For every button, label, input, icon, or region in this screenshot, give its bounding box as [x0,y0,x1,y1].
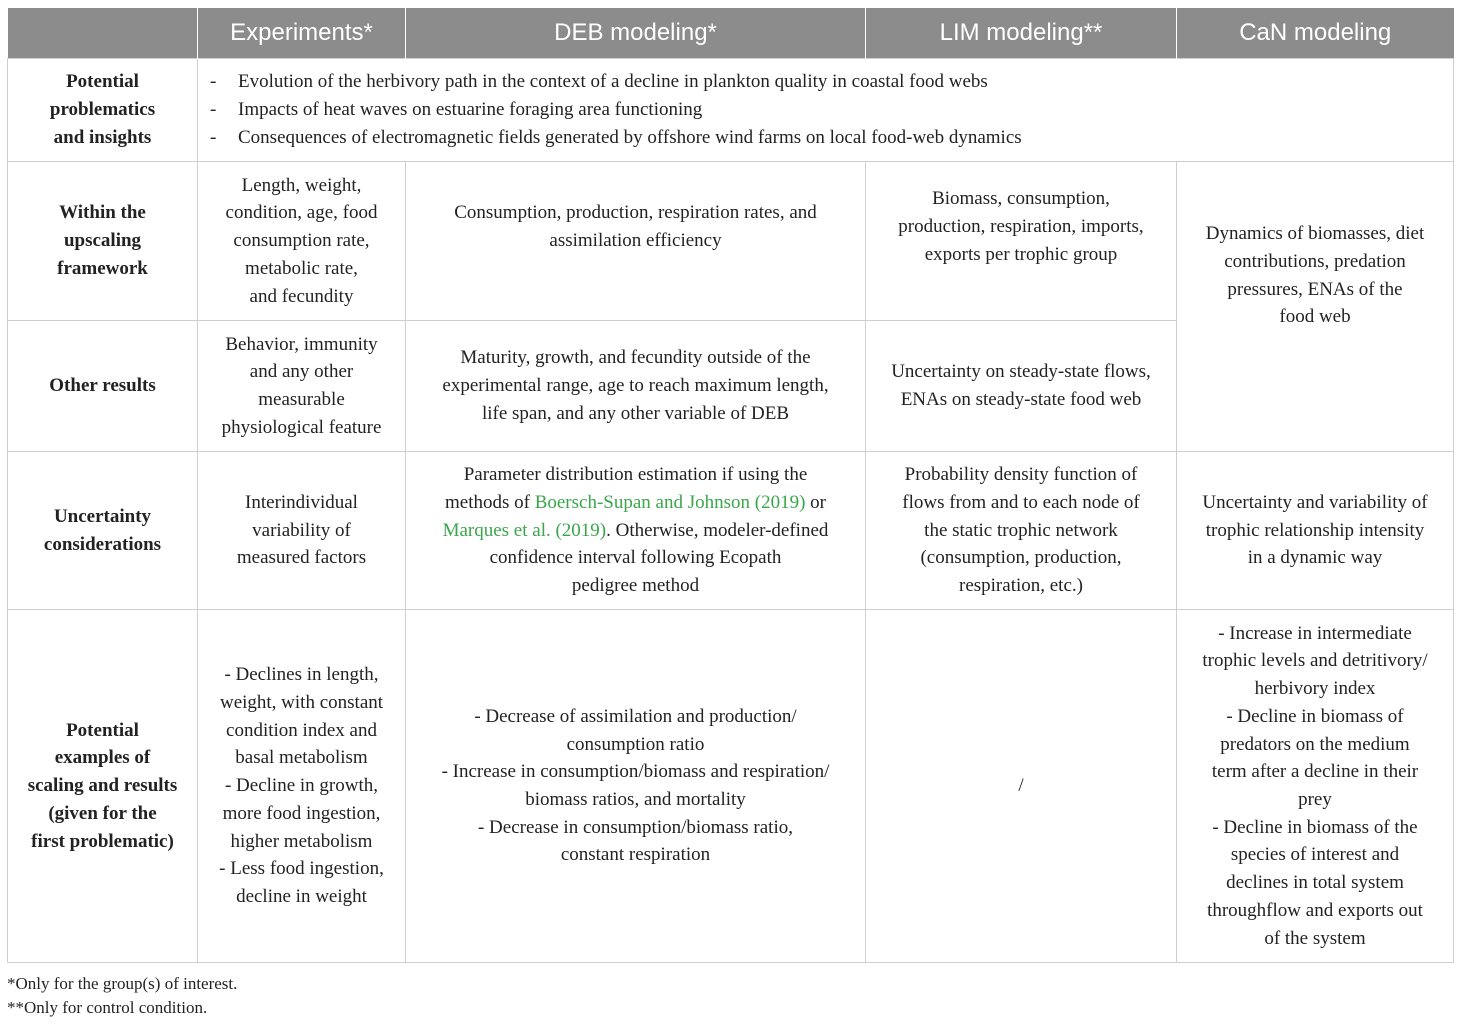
cell-uncertainty-deb: Parameter distribution estimation if using the methods of Boersch-Supan and Johnson (2019) or Marques et al. (2019). Otherwise, modeler-defined confidence interval following Ecopath pedigree method [406,452,866,610]
label-line: first problematic) [31,830,174,852]
row-examples [8,610,1454,963]
cell-other-lim: Uncertainty on steady-state flows, ENAs on steady-state food web [866,321,1177,452]
rowhead-examples [8,610,198,963]
label-line: examples of [54,747,151,769]
header-deb-modeling: DEB modeling* [406,8,866,59]
label-line: upscaling [63,230,142,252]
footnotes [7,972,237,1020]
citation-link-marques[interactable]: Marques et al. (2019) [442,519,607,541]
row-upscaling [8,162,1454,321]
header-empty [8,8,198,59]
list-item: - Consequences of electromagnetic fields generated by offshore wind farms on local food-web dynamics [210,126,1022,148]
cell-examples-experiments: - Declines in length, weight, with constant condition index and basal metabolism - Decline in growth, more food ingestion, higher metabolism - Less food ingestion, decline in weight [198,610,406,963]
list-item: - Evolution of the herbivory path in the context of a decline in plankton quality in coastal food webs [210,71,988,93]
header-experiments: Experiments* [198,8,406,59]
cell-examples-deb: - Decrease of assimilation and production/ consumption ratio - Increase in consumption/biomass and respiration/ biomass ratios, and mortality - Decrease in consumption/biomass ratio, constant respiration [406,610,866,963]
row-problematics [8,59,1454,162]
label-line: (given for the [48,802,157,824]
header-lim-modeling: LIM modeling** [866,8,1177,59]
cell-other-deb: Maturity, growth, and fecundity outside of the experimental range, age to reach maximum length, life span, and any other variable of DEB [406,321,866,452]
rowhead-upscaling [8,162,198,321]
cell-other-experiments: Behavior, immunity and any other measurable physiological feature [198,321,406,452]
cell-upscaling-experiments: Length, weight, condition, age, food consumption rate, metabolic rate, and fecundity [198,162,406,321]
label-line: Uncertainty [53,505,152,527]
comparison-table-wrapper [7,8,1453,963]
footnote-group-interest: *Only for the group(s) of interest. [7,974,238,993]
label-line: considerations [43,533,162,555]
cell-uncertainty-experiments: Interindividual variability of measured factors [198,452,406,610]
header-can-modeling: CaN modeling [1177,8,1454,59]
label-line: Potential [66,719,139,741]
citation-link-boersch-supan[interactable]: Boersch-Supan and Johnson (2019) [534,491,806,513]
label-line: Within the [59,202,146,224]
problematics-list [198,59,1454,162]
label-line: scaling and results [27,775,178,797]
cell-upscaling-lim: Biomass, consumption, production, respiration, imports, exports per trophic group [866,162,1177,321]
header-row [8,8,1454,59]
cell-upscaling-deb: Consumption, production, respiration rates, and assimilation efficiency [406,162,866,321]
row-uncertainty [8,452,1454,610]
label-line: and insights [53,126,152,148]
cell-examples-lim: / [866,610,1177,963]
cell-examples-can: - Increase in intermediate trophic levels and detritivory/ herbivory index - Decline in biomass of predators on the medium term after a decline in their prey - Decline in biomass of the species of interest and declines in total system throughflow and exports out of the system [1177,610,1454,963]
cell-upscaling-can: Dynamics of biomasses, diet contributions, predation pressures, ENAs of the food web [1177,162,1454,452]
rowhead-problematics [8,59,198,162]
rowhead-other-results [8,321,198,452]
cell-uncertainty-can: Uncertainty and variability of trophic relationship intensity in a dynamic way [1177,452,1454,610]
cell-uncertainty-lim: Probability density function of flows from and to each node of the static trophic network (consumption, production, respiration, etc.) [866,452,1177,610]
footnote-control-condition: **Only for control condition. [7,998,208,1017]
rowhead-uncertainty [8,452,198,610]
list-item: - Impacts of heat waves on estuarine foraging area functioning [210,99,703,121]
comparison-table [7,8,1454,963]
label-line: Potential [66,71,139,93]
label-line: framework [57,257,148,279]
label-line: Other results [49,375,156,397]
label-line: problematics [49,99,156,121]
